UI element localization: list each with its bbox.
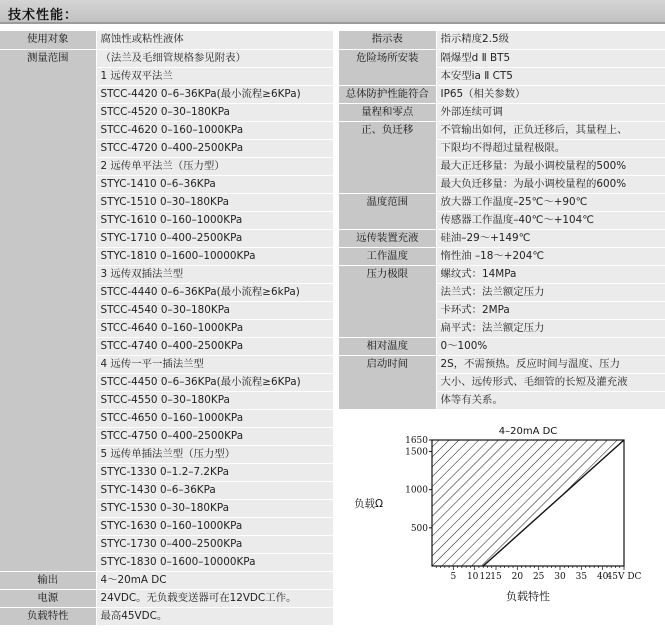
spec-row — [339, 49, 665, 67]
spec-value: 最高45VDC。 — [96, 607, 333, 625]
x-tick-label: 45V DC — [606, 572, 642, 582]
spec-key: 电源 — [0, 589, 96, 607]
y-tick-label: 1650 — [405, 436, 428, 446]
spec-value: 卡环式：2MPa — [436, 301, 665, 319]
spec-value: （法兰及毛细管规格参见附表） — [96, 49, 333, 67]
spec-value: 4～20mA DC — [96, 571, 333, 589]
load-chart — [340, 420, 665, 630]
spec-value: STCC-4550 0–30–180KPa — [96, 391, 333, 409]
safe-region-area — [432, 440, 624, 566]
spec-value: 下限均不得超过量程极限。 — [436, 139, 665, 157]
spec-value: STYC-1710 0–400–2500KPa — [96, 229, 333, 247]
spec-row — [339, 355, 665, 373]
spec-value: 2S，不需预热。反应时间与温度、压力 — [436, 355, 665, 373]
spec-key: 相对温度 — [339, 337, 436, 355]
spec-value: STYC-1810 0–1600–10000KPa — [96, 247, 333, 265]
spec-value: STYC-1630 0–160–1000KPa — [96, 517, 333, 535]
spec-value: STYC-1510 0–30–180KPa — [96, 193, 333, 211]
x-tick-label: 35 — [575, 572, 588, 582]
spec-row — [339, 31, 665, 49]
spec-value: 3 远传双插法兰型 — [96, 265, 333, 283]
spec-row — [339, 85, 665, 103]
x-tick-label: 5 — [450, 572, 457, 582]
spec-value: STCC-4450 0–6–36KPa(最小流程≥6KPa) — [96, 373, 333, 391]
y-tick-label: 1500 — [405, 447, 428, 458]
spec-key: 温度范围 — [339, 193, 436, 229]
x-tick-label: 20 — [511, 572, 524, 582]
spec-value: 放大器工作温度–25℃～+90℃ — [436, 193, 665, 211]
spec-value: STYC-1610 0–160–1000KPa — [96, 211, 333, 229]
spec-value: STCC-4720 0–400–2500KPa — [96, 139, 333, 157]
spec-key: 工作温度 — [339, 247, 436, 265]
spec-value: 惰性油 –18～+204℃ — [436, 247, 665, 265]
spec-value: 外部连续可调 — [436, 103, 665, 121]
spec-value: 最大负迁移量：为最小调校量程的600% — [436, 175, 665, 193]
spec-value: STYC-1830 0–1600–10000KPa — [96, 553, 333, 571]
spec-row — [339, 121, 665, 139]
section-header — [0, 0, 665, 24]
x-tick-label: 40 — [596, 572, 609, 582]
spec-value: 扁平式：法兰额定压力 — [436, 319, 665, 337]
spec-value: STCC-4420 0–6–36KPa(最小流程≥6KPa) — [96, 85, 333, 103]
spec-value: 最大正迁移量：为最小调校量程的500% — [436, 157, 665, 175]
y-axis-label: 负载Ω — [354, 498, 384, 510]
spec-key: 量程和零点 — [339, 103, 436, 121]
spec-table-right — [339, 31, 665, 410]
spec-value: 体等有关系。 — [436, 391, 665, 409]
spec-value: STCC-4650 0–160–1000KPa — [96, 409, 333, 427]
spec-value: 隔爆型d Ⅱ BT5 — [436, 49, 665, 67]
spec-key: 总体防护性能符合 — [339, 85, 436, 103]
x-tick-label: 10 — [466, 572, 479, 582]
spec-value: STYC-1430 0–6–36KPa — [96, 481, 333, 499]
spec-row — [0, 31, 333, 49]
spec-key: 指示表 — [339, 31, 436, 49]
spec-row — [339, 265, 665, 283]
spec-key: 压力极限 — [339, 265, 436, 337]
spec-value: 螺纹式：14MPa — [436, 265, 665, 283]
spec-value: 4 远传一平一插法兰型 — [96, 355, 333, 373]
spec-value: 0～100% — [436, 337, 665, 355]
spec-key: 测量范围 — [0, 49, 96, 571]
spec-value: STYC-1530 0–30–180KPa — [96, 499, 333, 517]
x-tick-label: 15 — [490, 572, 502, 582]
spec-value: 大小、远传形式、毛细管的长短及灌充液 — [436, 373, 665, 391]
spec-key: 启动时间 — [339, 355, 436, 409]
spec-value: STCC-4620 0–160–1000KPa — [96, 121, 333, 139]
spec-row — [0, 589, 333, 607]
spec-value: STCC-4640 0–160–1000KPa — [96, 319, 333, 337]
chart-title: 4–20mA DC — [498, 426, 558, 437]
x-tick-label: 25 — [532, 572, 545, 582]
spec-value: 2 远传单平法兰（压力型） — [96, 157, 333, 175]
spec-row — [339, 193, 665, 211]
spec-value: 不管输出如何，正负迁移后，其量程上、 — [436, 121, 665, 139]
spec-value: 硅油–29～+149℃ — [436, 229, 665, 247]
spec-row — [339, 247, 665, 265]
x-axis-label: 负载特性 — [506, 590, 550, 603]
spec-row — [339, 337, 665, 355]
spec-row — [0, 607, 333, 625]
y-tick-label: 500 — [410, 523, 428, 534]
spec-value: STYC-1410 0–6–36KPa — [96, 175, 333, 193]
x-tick-label: 12 — [479, 572, 491, 582]
section-title: 技术性能： — [8, 8, 79, 23]
spec-value: STCC-4540 0–30–180KPa — [96, 301, 333, 319]
spec-value: STYC-1730 0–400–2500KPa — [96, 535, 333, 553]
spec-table-left — [0, 31, 333, 626]
spec-value: IP65（相关参数） — [436, 85, 665, 103]
spec-value: STCC-4440 0–6–36KPa(最小流程≥6kPa) — [96, 283, 333, 301]
spec-key: 使用对象 — [0, 31, 96, 49]
spec-value: 5 远传单插法兰型（压力型） — [96, 445, 333, 463]
spec-value: 24VDC。无负载变送器可在12VDC工作。 — [96, 589, 333, 607]
spec-value: 腐蚀性或粘性液体 — [96, 31, 333, 49]
spec-key: 远传装置充液 — [339, 229, 436, 247]
spec-row — [339, 103, 665, 121]
spec-value: 指示精度2.5级 — [436, 31, 665, 49]
y-tick-label: 1000 — [405, 485, 428, 496]
spec-row — [339, 229, 665, 247]
spec-row — [0, 49, 333, 67]
spec-value: 本安型ia Ⅱ CT5 — [436, 67, 665, 85]
spec-value: STCC-4520 0–30–180KPa — [96, 103, 333, 121]
spec-value: STYC-1330 0–1.2–7.2KPa — [96, 463, 333, 481]
x-tick-label: 30 — [554, 572, 566, 582]
spec-key: 输出 — [0, 571, 96, 589]
spec-value: STCC-4750 0–400–2500KPa — [96, 427, 333, 445]
spec-row — [0, 571, 333, 589]
spec-key: 危险场所安装 — [339, 49, 436, 85]
spec-value: 传感器工作温度–40℃～+104℃ — [436, 211, 665, 229]
spec-key: 正、负迁移 — [339, 121, 436, 193]
spec-value: STCC-4740 0–400–2500KPa — [96, 337, 333, 355]
spec-value: 1 远传双平法兰 — [96, 67, 333, 85]
spec-value: 法兰式：法兰额定压力 — [436, 283, 665, 301]
spec-key: 负载特性 — [0, 607, 96, 625]
